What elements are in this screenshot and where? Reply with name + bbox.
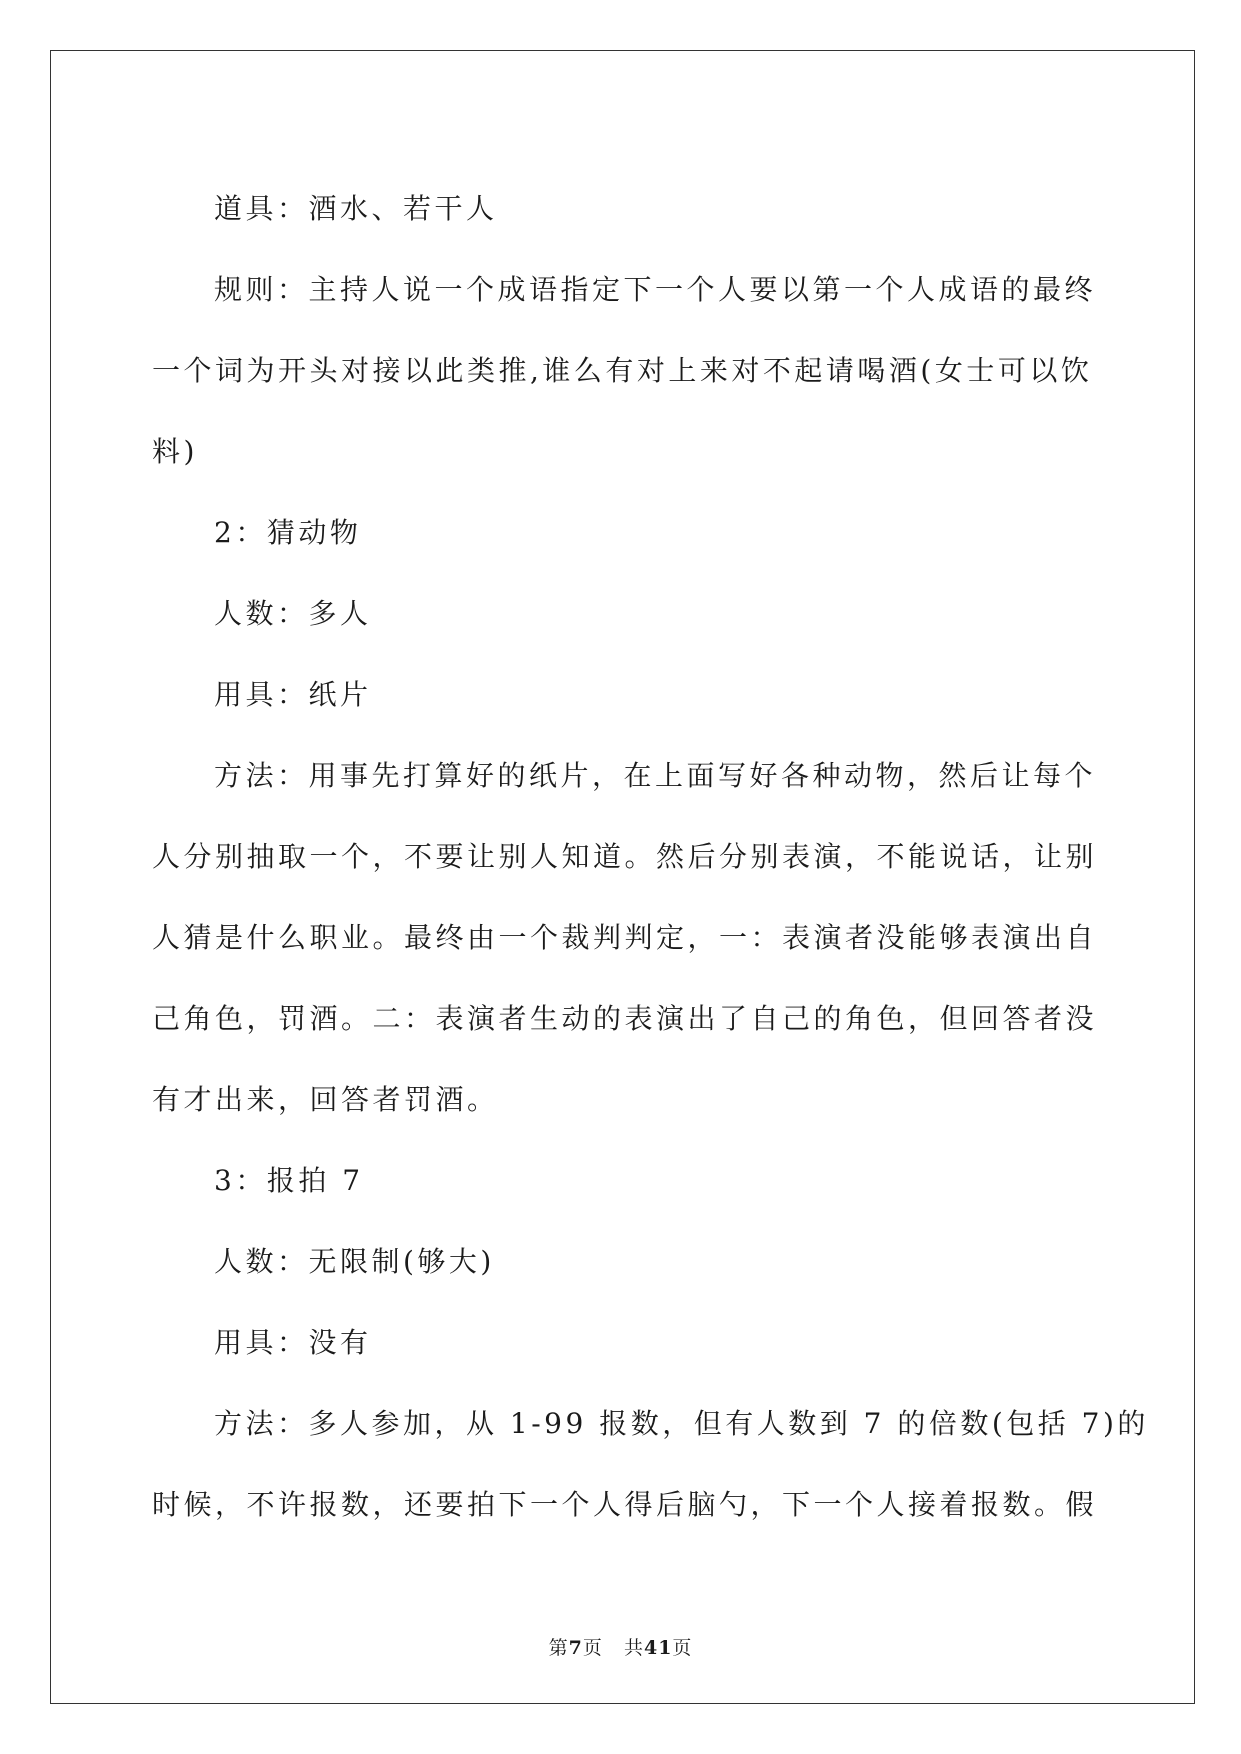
section-heading-guess-animal [152,492,1090,573]
text-line: 道具：酒水、若干人 [214,192,498,225]
paragraph [152,492,1090,573]
text-line: 料) [152,435,198,468]
text-line: 规则：主持人说一个成语指定下一个人要以第一个人成语的最终 [214,273,1097,306]
page-footer [0,1633,1241,1660]
text-line: 用具：纸片 [214,678,372,711]
paragraph [152,168,1090,249]
text-line: 2：猜动物 [214,516,362,549]
paragraph [152,654,1090,735]
footer-total-prefix: 共 [623,1637,644,1659]
paragraph-method [152,735,1098,1140]
paragraph [152,573,1090,654]
footer-page-suffix: 页 [582,1637,603,1659]
text-line: 人数：无限制(够大) [214,1245,495,1278]
paragraph-props [152,168,1090,249]
paragraph-rules [152,249,1097,492]
text-line: 3：报拍 7 [214,1164,364,1197]
document-body [152,168,1149,1545]
text-line: 人数：多人 [214,597,372,630]
text-line: 己角色，罚酒。二：表演者生动的表演出了自己的角色，但回答者没 [152,1002,1098,1035]
paragraph [152,1140,1090,1221]
footer-total-suffix: 页 [672,1637,693,1659]
text-line: 一个词为开头对接以此类推,谁么有对上来对不起请喝酒(女士可以饮 [152,354,1093,387]
paragraph [152,249,1097,492]
paragraph [152,1383,1149,1545]
section-heading-clap-seven [152,1140,1090,1221]
text-line: 人猜是什么职业。最终由一个裁判判定，一：表演者没能够表演出自 [152,921,1098,954]
paragraph-tools [152,654,1090,735]
text-line: 人分别抽取一个，不要让别人知道。然后分别表演，不能说话，让别 [152,840,1098,873]
paragraph [152,735,1098,1140]
text-line: 方法：多人参加，从 1-99 报数，但有人数到 7 的倍数(包括 7)的 [214,1407,1149,1440]
text-line: 有才出来，回答者罚酒。 [152,1083,499,1116]
paragraph-tools-2 [152,1302,1090,1383]
footer-prefix: 第 [548,1637,569,1659]
text-line: 用具：没有 [214,1326,372,1359]
paragraph-players-2 [152,1221,1090,1302]
paragraph-method-2 [152,1383,1149,1545]
paragraph-players [152,573,1090,654]
total-pages: 41 [643,1637,673,1659]
text-line: 方法：用事先打算好的纸片，在上面写好各种动物，然后让每个 [214,759,1097,792]
page-number: 7 [568,1637,583,1659]
paragraph [152,1302,1090,1383]
text-line: 时候，不许报数，还要拍下一个人得后脑勺，下一个人接着报数。假 [152,1488,1098,1521]
paragraph [152,1221,1090,1302]
